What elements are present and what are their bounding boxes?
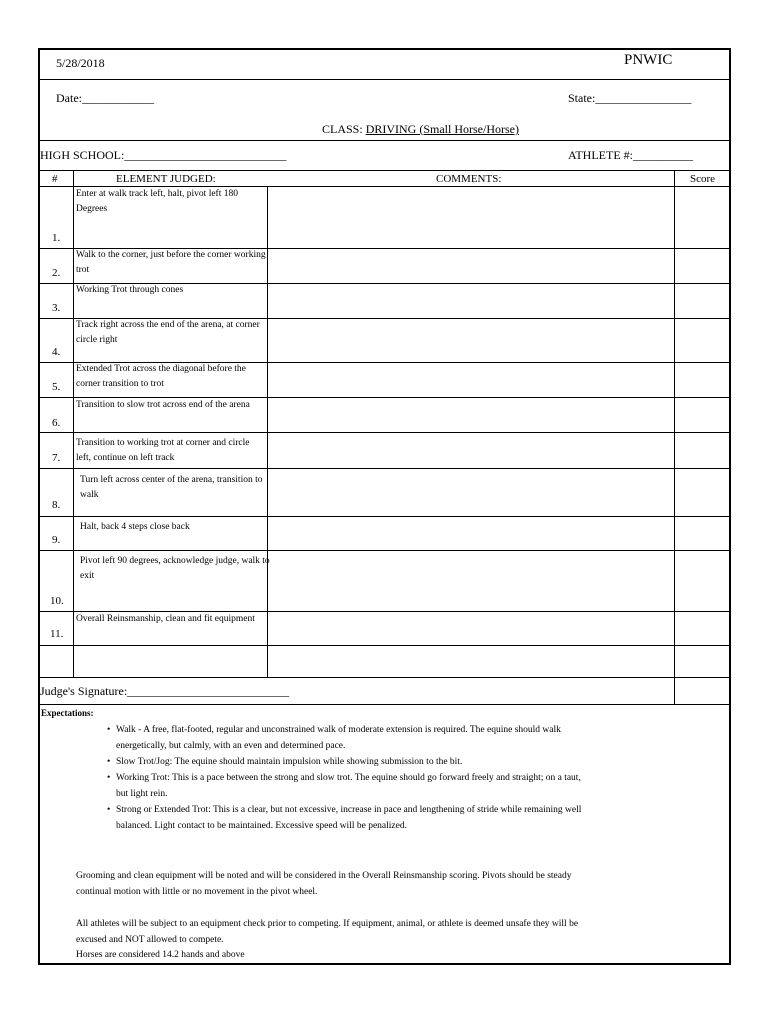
row-number: 1. bbox=[52, 232, 61, 244]
element-text: Turn left across center of the arena, transition to walk bbox=[80, 475, 263, 500]
judge-signature-field[interactable]: Judge's Signature:___________________________ bbox=[40, 684, 290, 698]
row-number: 10. bbox=[50, 595, 64, 607]
row-number: 7. bbox=[52, 452, 61, 464]
bullet-item bbox=[107, 770, 586, 802]
col-header-element: ELEMENT JUDGED: bbox=[116, 173, 216, 185]
expectations-heading: Expectations: bbox=[41, 708, 94, 718]
row-line bbox=[40, 645, 729, 646]
bullet-text: Working Trot: This is a pace between the strong and slow trot. The equine should go forward freely and straight; on a taut, but light rein. bbox=[116, 773, 581, 799]
high-school-field[interactable]: HIGH SCHOOL:___________________________ bbox=[40, 148, 287, 162]
row-number: 5. bbox=[52, 381, 61, 393]
bullet-text: Slow Trot/Jog: The equine should maintain impulsion while showing submission to the bit. bbox=[116, 757, 463, 767]
element-text: Transition to working trot at corner and circle left, continue on left track bbox=[76, 438, 250, 463]
grooming-note: Grooming and clean equipment will be noted and will be considered in the Overall Reinsmanship scoring. Pivots should be steady continual motion with little or no movement in the pivot wheel. bbox=[76, 871, 572, 897]
divider bbox=[40, 79, 729, 80]
row-number: 2. bbox=[52, 267, 61, 279]
column-line bbox=[674, 171, 675, 704]
row-number: 11. bbox=[50, 628, 64, 640]
equipment-check-note: All athletes will be subject to an equipment check prior to competing. If equipment, animal, or athlete is deemed unsafe they will be excused and NOT allowed to compete. bbox=[76, 919, 579, 945]
score-sheet bbox=[38, 48, 731, 965]
divider bbox=[40, 170, 729, 171]
bullet-item bbox=[107, 722, 586, 754]
bullet-icon: • bbox=[107, 805, 111, 815]
org-name: PNWIC bbox=[624, 52, 673, 68]
row-number: 4. bbox=[52, 346, 61, 358]
element-text: Transition to slow trot across end of the arena bbox=[76, 400, 250, 410]
row-line bbox=[40, 432, 729, 433]
element-text: Extended Trot across the diagonal before the corner transition to trot bbox=[76, 364, 246, 389]
bullet-text: Walk - A free, flat-footed, regular and unconstrained walk of moderate extension is required. The equine should walk energetically, but calmly, with an even and determined pace. bbox=[116, 725, 561, 751]
row-line bbox=[40, 677, 729, 678]
class-name: DRIVING (Small Horse/Horse) bbox=[365, 122, 519, 136]
row-line bbox=[40, 704, 729, 705]
row-number: 6. bbox=[52, 417, 61, 429]
printed-date: 5/28/2018 bbox=[56, 56, 105, 70]
class-title bbox=[322, 122, 519, 137]
element-text: Track right across the end of the arena, at corner circle right bbox=[76, 320, 260, 345]
col-header-score: Score bbox=[690, 173, 716, 185]
date-field[interactable]: Date:____________ bbox=[56, 91, 154, 105]
bullet-text: Strong or Extended Trot: This is a clear, but not excessive, increase in pace and lengthening of stride while remaining well balanced. Light contact to be maintained. Excessive speed will be penalized. bbox=[116, 805, 582, 831]
state-field[interactable]: State:________________ bbox=[568, 91, 692, 105]
element-text: Enter at walk track left, halt, pivot left 180 Degrees bbox=[76, 189, 238, 214]
row-number: 8. bbox=[52, 499, 61, 511]
element-text: Pivot left 90 degrees, acknowledge judge, walk to exit bbox=[80, 556, 270, 581]
element-text: Walk to the corner, just before the corner working trot bbox=[76, 250, 266, 275]
row-line bbox=[40, 516, 729, 517]
row-line bbox=[40, 550, 729, 551]
bullet-icon: • bbox=[107, 725, 111, 735]
col-header-number: # bbox=[52, 173, 58, 185]
horse-size-note: Horses are considered 14.2 hands and above bbox=[76, 950, 245, 960]
column-line bbox=[73, 171, 74, 677]
bullet-icon: • bbox=[107, 757, 111, 767]
bullet-icon: • bbox=[107, 773, 111, 783]
divider bbox=[40, 140, 729, 141]
row-number: 3. bbox=[52, 302, 61, 314]
bullet-item bbox=[107, 802, 586, 834]
col-header-comments: COMMENTS: bbox=[436, 173, 502, 185]
class-prefix: CLASS: bbox=[322, 122, 366, 136]
element-text: Halt, back 4 steps close back bbox=[80, 522, 190, 532]
bullet-item bbox=[107, 754, 586, 770]
row-line bbox=[40, 468, 729, 469]
element-text: Working Trot through cones bbox=[76, 285, 184, 295]
element-text: Overall Reinsmanship, clean and fit equipment bbox=[76, 614, 255, 624]
row-number: 9. bbox=[52, 534, 61, 546]
athlete-number-field[interactable]: ATHLETE #:__________ bbox=[568, 148, 693, 162]
